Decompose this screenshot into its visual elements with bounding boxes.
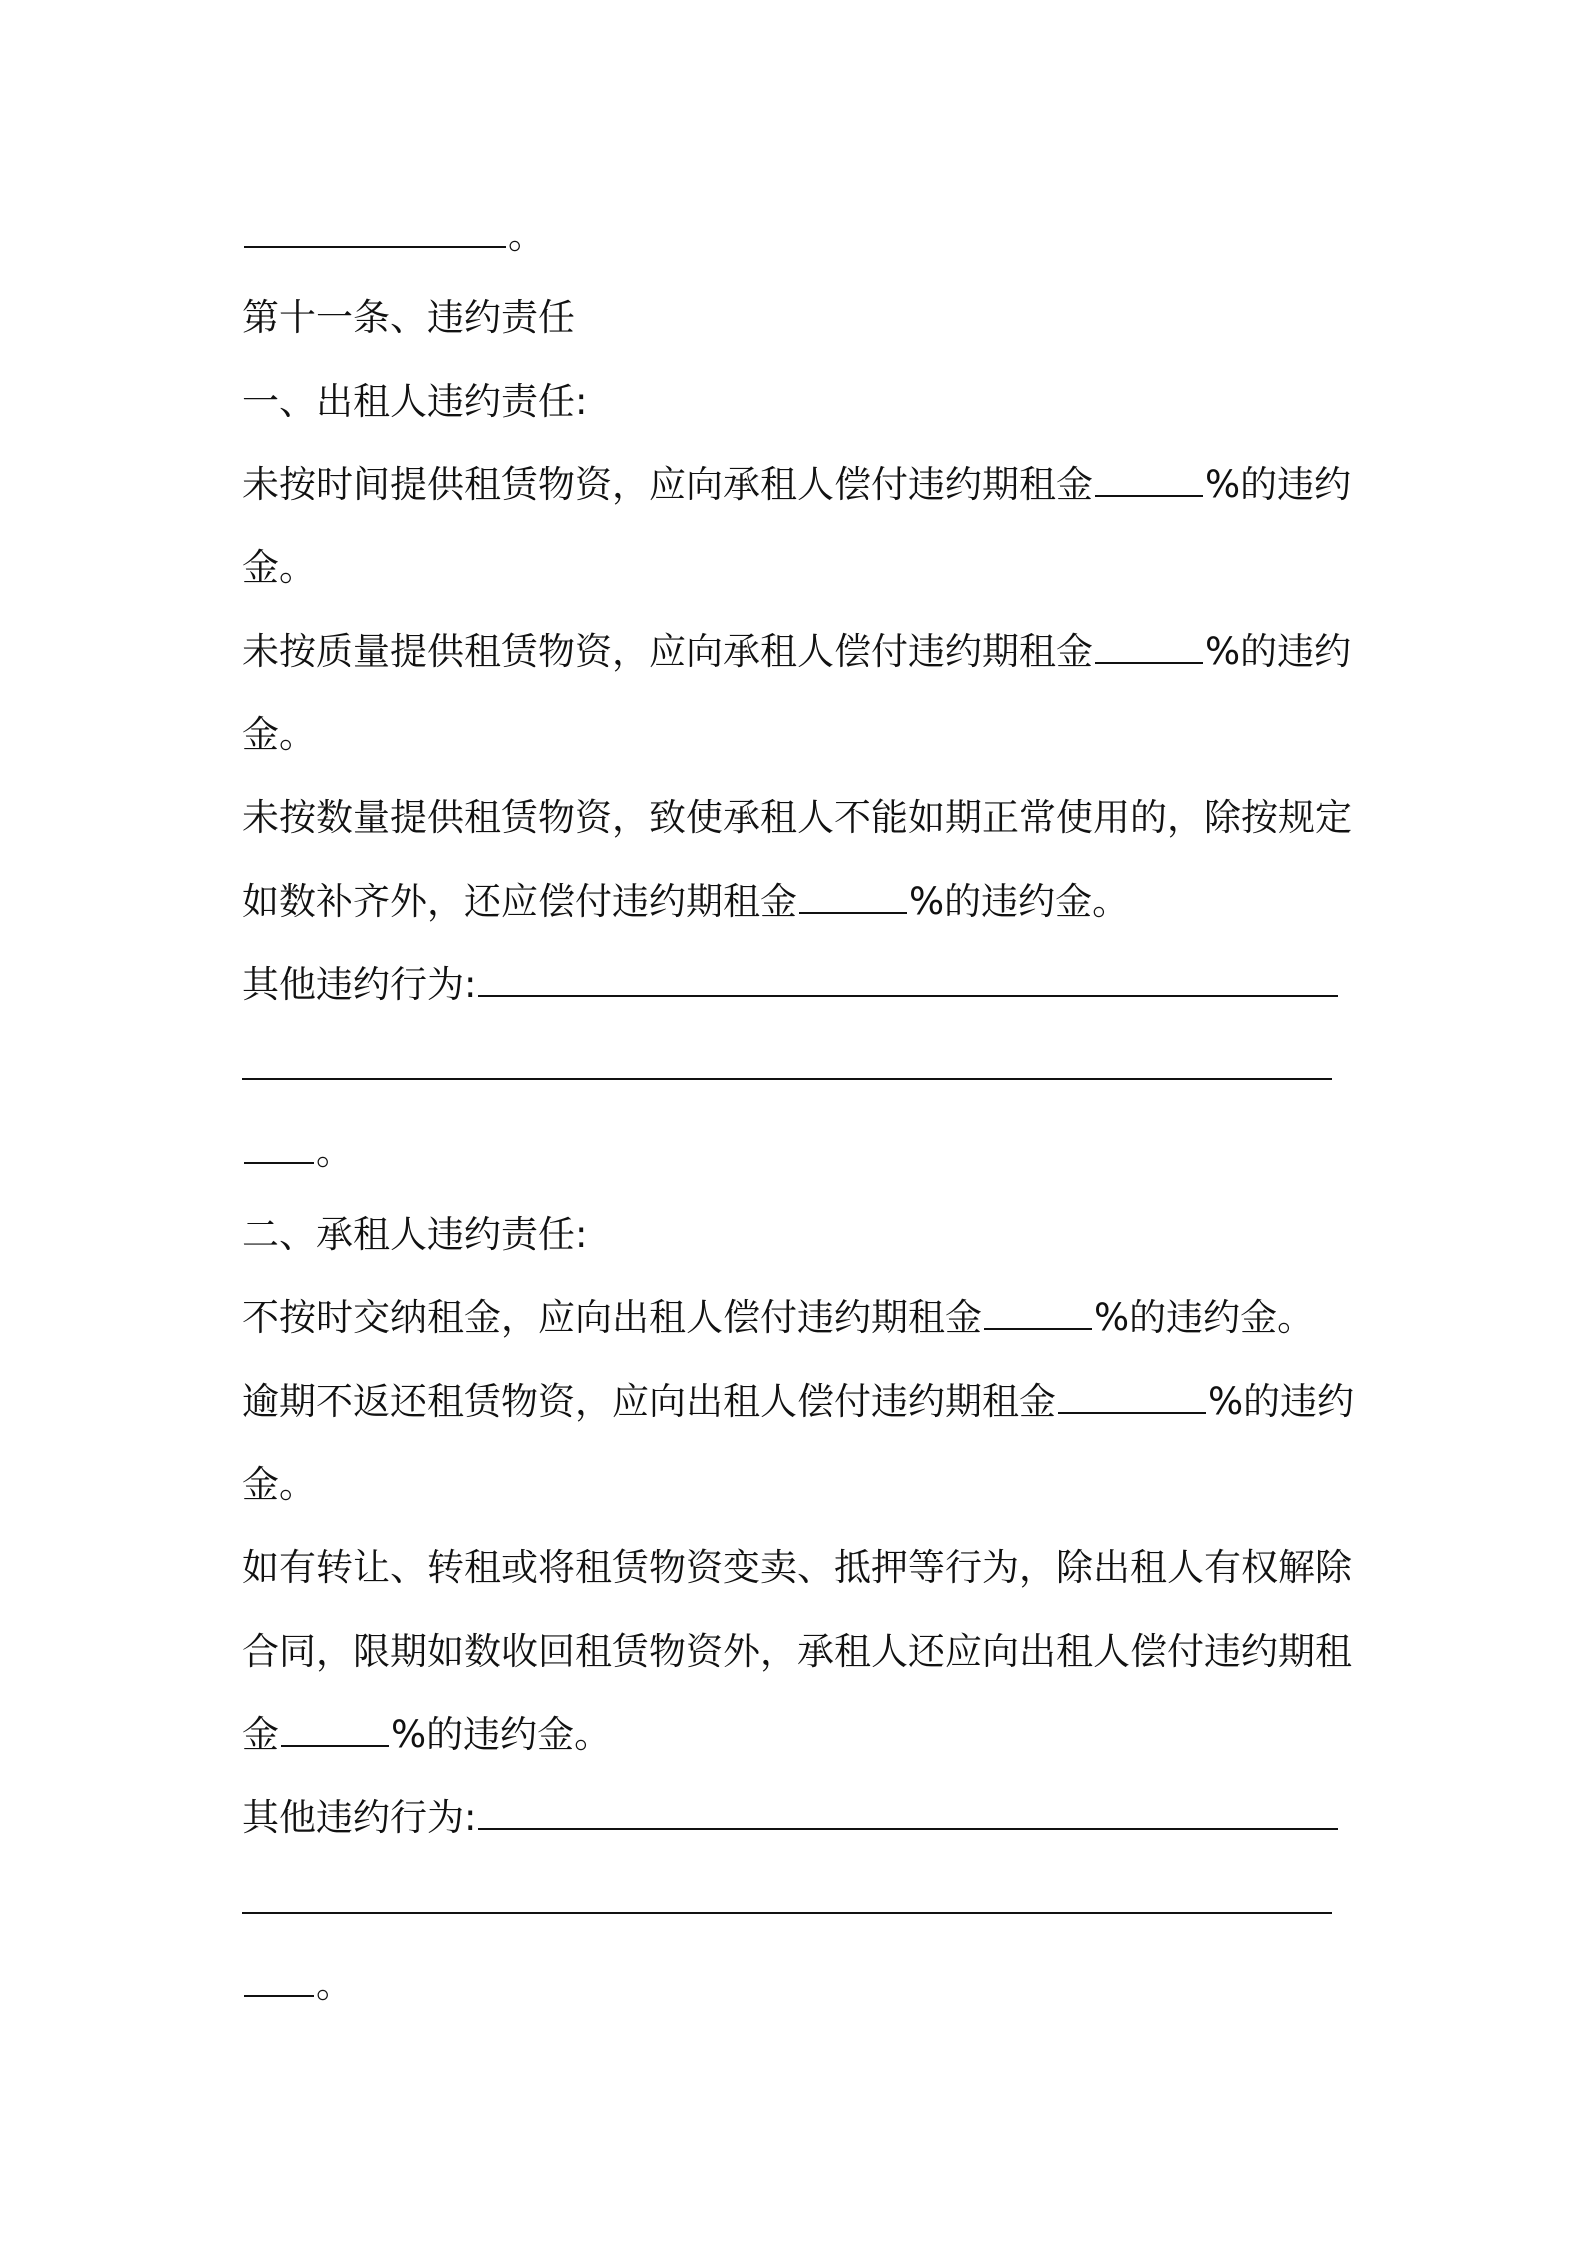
clause-quality-cont: 金。 <box>242 713 316 756</box>
fill-blank <box>984 1288 1092 1330</box>
fill-blank <box>244 206 506 248</box>
fill-blank <box>281 1705 389 1747</box>
fill-blank <box>478 955 1338 997</box>
clause-quality: 未按质量提供租赁物资，应向承租人偿付违约期租金 %的违约 <box>242 622 1362 682</box>
line-blank-end: 。 <box>242 1955 1362 2015</box>
fill-blank <box>242 1872 1332 1914</box>
clause-other-lessee: 其他违约行为: <box>242 1788 1362 1848</box>
line-blank-full <box>242 1872 1362 1932</box>
clause-transfer-cont: 合同，限期如数收回租赁物资外，承租人还应向出租人偿付违约期租 <box>242 1630 1352 1673</box>
clause-return-late-cont: 金。 <box>242 1463 316 1506</box>
clause-time: 未按时间提供租赁物资，应向承租人偿付违约期租金 %的违约 <box>242 455 1362 515</box>
fill-blank <box>1095 455 1203 497</box>
fill-blank <box>478 1788 1338 1830</box>
clause-rent-late: 不按时交纳租金，应向出租人偿付违约期租金 %的违约金。 <box>242 1288 1362 1348</box>
clause-transfer: 如有转让、转租或将租赁物资变卖、抵押等行为，除出租人有权解除 <box>242 1546 1352 1589</box>
fill-blank <box>1058 1372 1206 1414</box>
line-blank-full <box>242 1038 1362 1098</box>
line-blank-end: 。 <box>242 1122 1362 1182</box>
clause-other-lessor: 其他违约行为: <box>242 955 1362 1015</box>
article-heading: 第十一条、违约责任 <box>242 296 575 339</box>
fill-blank <box>799 872 907 914</box>
section-heading-lessee: 二、承租人违约责任: <box>242 1213 588 1256</box>
clause-return-late: 逾期不返还租赁物资，应向出租人偿付违约期租金 %的违约 <box>242 1372 1362 1432</box>
fill-blank <box>244 1955 314 1997</box>
clause-time-cont: 金。 <box>242 546 316 589</box>
section-heading-lessor: 一、出租人违约责任: <box>242 380 588 423</box>
fill-blank <box>244 1122 314 1164</box>
clause-quantity-cont: 如数补齐外，还应偿付违约期租金 %的违约金。 <box>242 872 1362 932</box>
clause-quantity: 未按数量提供租赁物资，致使承租人不能如期正常使用的，除按规定 <box>242 796 1352 839</box>
fill-blank <box>1095 622 1203 664</box>
clause-transfer-cont2: 金 %的违约金。 <box>242 1705 1362 1765</box>
fill-blank <box>242 1038 1332 1080</box>
line-blank-continuation: 。 <box>242 206 1362 266</box>
